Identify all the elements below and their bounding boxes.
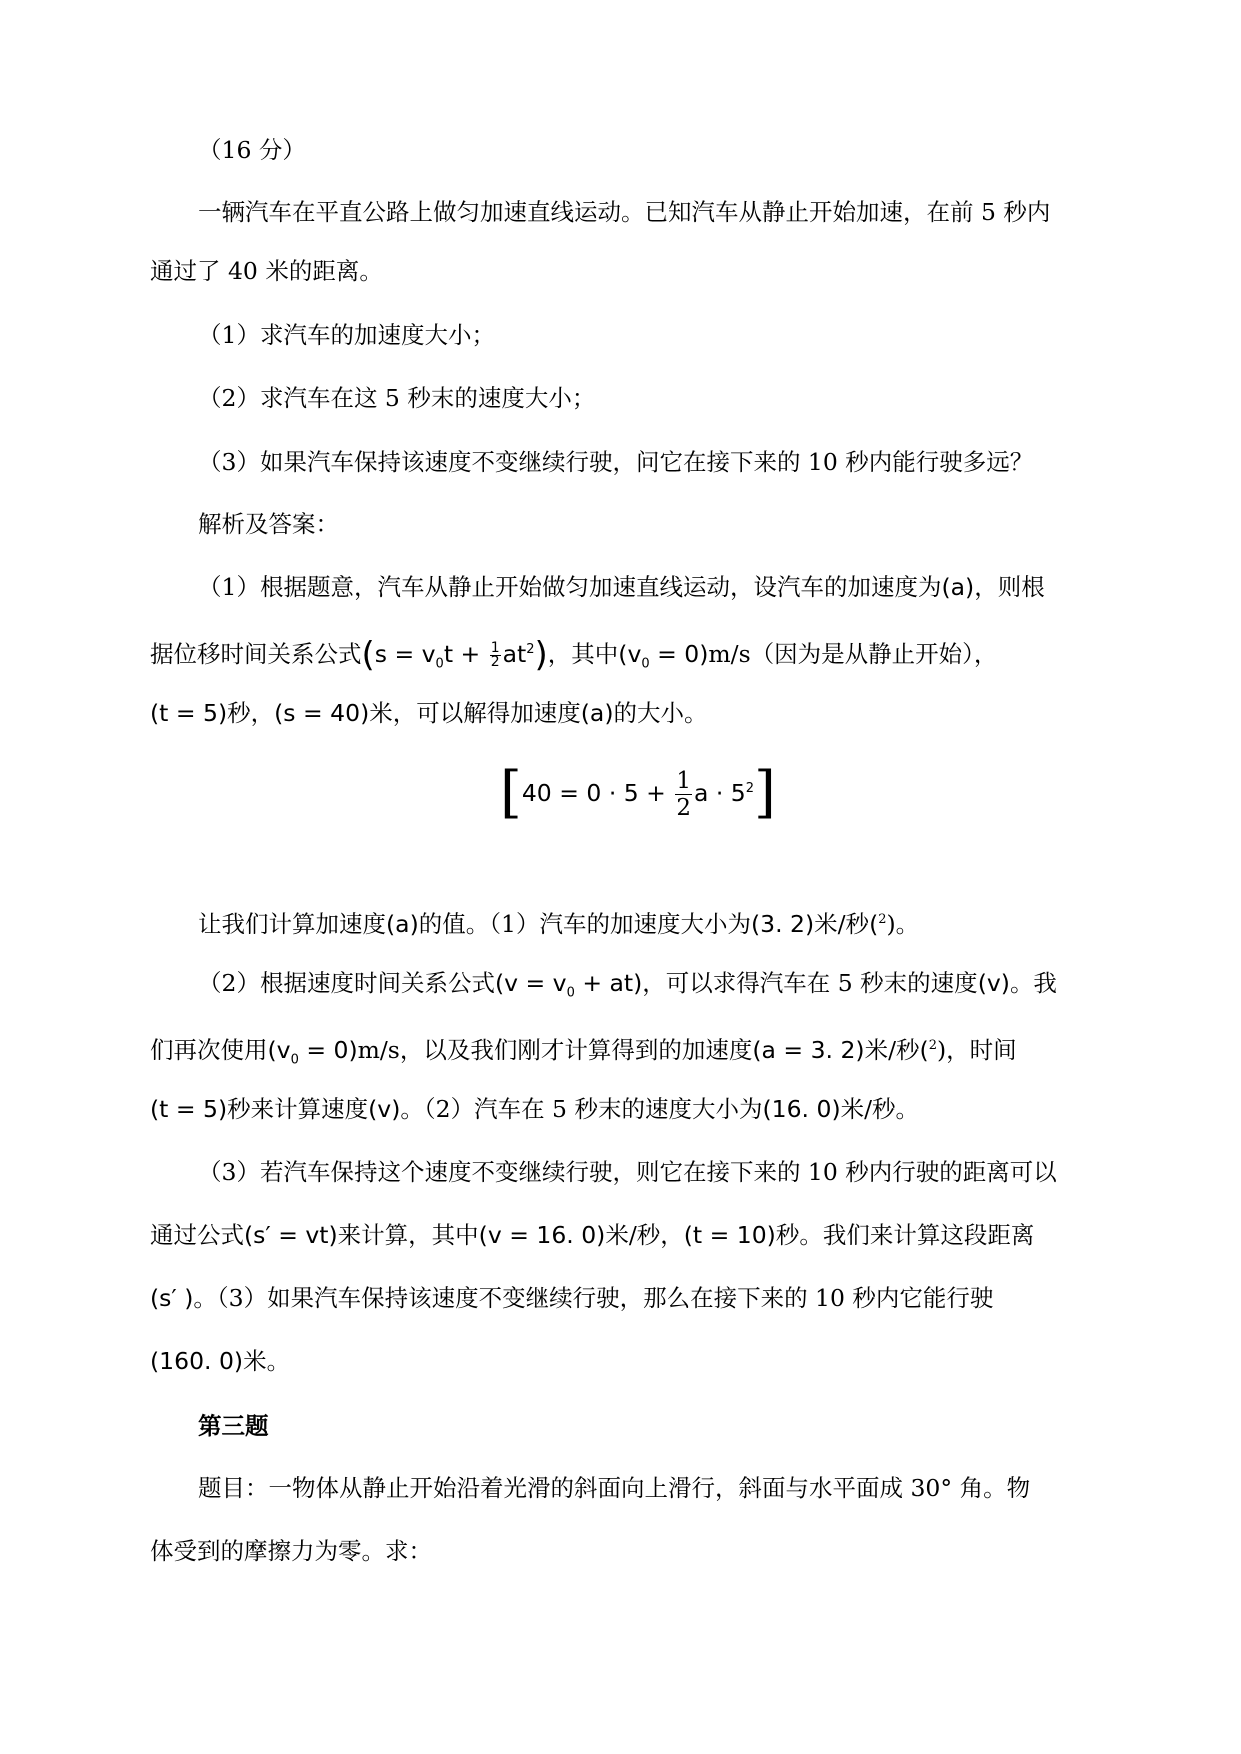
solution-2-line-1: （2）根据速度时间关系公式$(v = v_0 + at)$，可以求得汽车在 5 秒末的速度(v)。我 <box>198 969 1057 1001</box>
solution-3-line-4: (160. 0)米。 <box>150 1347 291 1375</box>
solution-1-line-3: (t = 5)秒，(s = 40)米，可以解得加速度(a)的大小。 <box>150 699 708 727</box>
display-equation: [40 = 0 · 5 + $\frac{1}{2}$ $a \cdot 5^2$] <box>500 760 776 825</box>
solution-heading: 解析及答案： <box>198 510 339 538</box>
solution-1-result: 让我们计算加速度(a)的值。（1）汽车的加速度大小为(3. 2)米/秒($^2$)。 <box>198 909 920 938</box>
next-problem-line-1: 题目：一物体从静止开始沿着光滑的斜面向上滑行，斜面与水平面成 30° 角。物 <box>198 1474 1031 1502</box>
solution-2-line-2: 们再次使用$(v_0 = 0)m/s$，以及我们刚才计算得到的加速度(a = 3. 2)米/秒($^2$)，时间 <box>150 1035 1017 1068</box>
next-problem-line-2: 体受到的摩擦力为零。求： <box>150 1537 432 1565</box>
question-2: （2）求汽车在这 5 秒末的速度大小； <box>198 384 596 412</box>
question-1: （1）求汽车的加速度大小； <box>198 321 495 349</box>
solution-3-line-3: (s′ )。（3）如果汽车保持该速度不变继续行驶，那么在接下来的 10 秒内它能行驶 <box>150 1284 994 1312</box>
displacement-formula: $s = v_0t$ + $\frac{1}{2}$ $at^2$ <box>374 639 535 672</box>
section-heading: 第三题 <box>198 1412 269 1440</box>
solution-1-line-1: （1）根据题意，汽车从静止开始做匀加速直线运动，设汽车的加速度为(a)，则根 <box>198 573 1045 601</box>
score-label: （16 分） <box>198 136 306 164</box>
problem-line-1: 一辆汽车在平直公路上做匀加速直线运动。已知汽车从静止开始加速，在前 5 秒内 <box>198 198 1051 226</box>
solution-3-line-2: 通过公式(s′ = vt)来计算，其中(v = 16. 0)米/秒，(t = 10)秒。我们来计算这段距离 <box>150 1221 1035 1249</box>
solution-3-line-1: （3）若汽车保持这个速度不变继续行驶，则它在接下来的 10 秒内行驶的距离可以 <box>198 1158 1057 1186</box>
problem-line-2: 通过了 40 米的距离。 <box>150 257 383 285</box>
solution-2-line-3: (t = 5)秒来计算速度(v)。（2）汽车在 5 秒末的速度大小为(16. 0)米/秒。 <box>150 1095 920 1123</box>
question-3: （3）如果汽车保持该速度不变继续行驶，问它在接下来的 10 秒内能行驶多远？ <box>198 448 1034 476</box>
solution-1-line-2: 据位移时间关系公式($s = v_0t$ + $\frac{1}{2}$ $at^2$)，其中$(v_0 = 0)m/s$（因为是从静止开始）， <box>150 634 998 675</box>
